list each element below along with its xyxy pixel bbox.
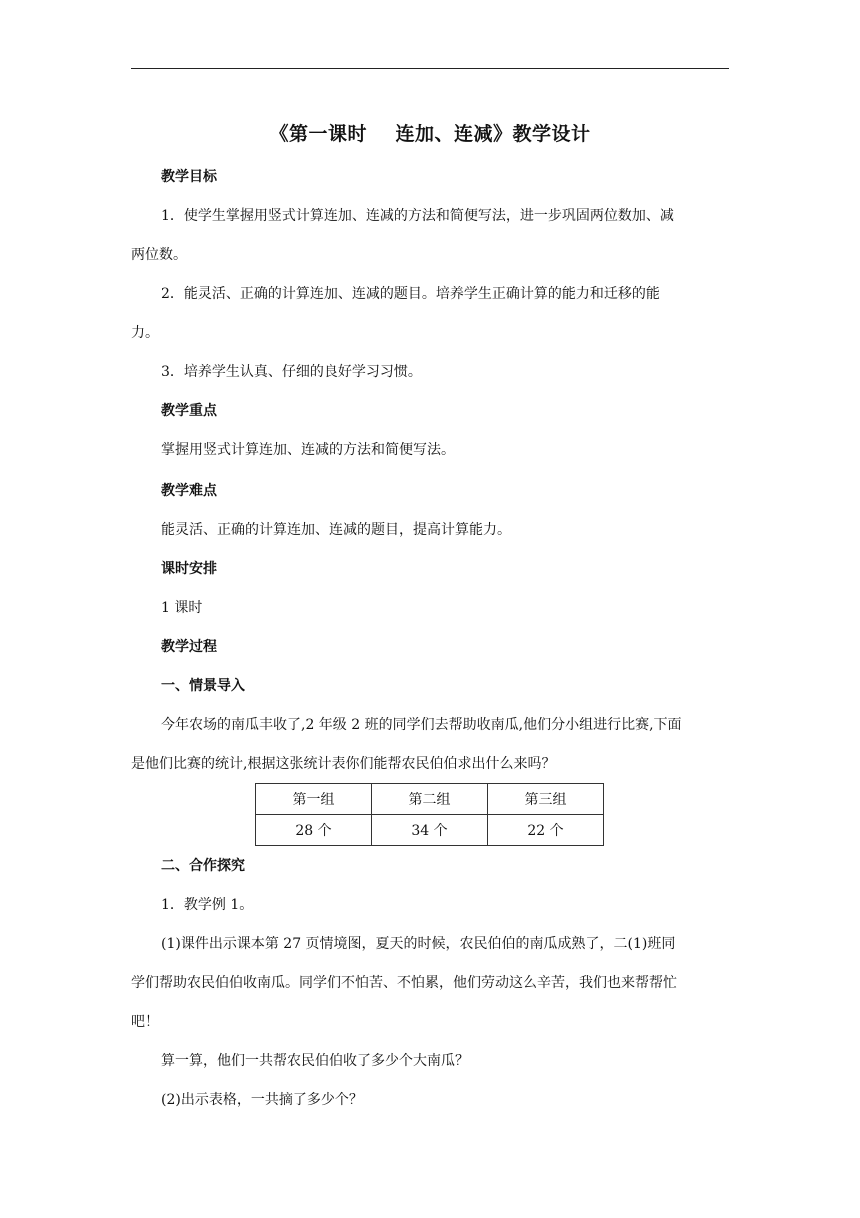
process-heading: 教学过程 (161, 639, 217, 655)
goal-2-line-2: 力。 (131, 325, 159, 341)
schedule-heading: 课时安排 (161, 561, 217, 577)
table-cell: 28 个 (256, 815, 372, 846)
goal-2-line-1: 2．能灵活、正确的计算连加、连减的题目。培养学生正确计算的能力和迁移的能 (161, 286, 660, 302)
part-1-heading: 一、情景导入 (161, 678, 245, 694)
table-header-cell: 第一组 (256, 784, 372, 815)
part-2-item-1: 1．教学例 1。 (161, 897, 254, 913)
table-header-row (256, 784, 604, 815)
goal-1-line-1: 1．使学生掌握用竖式计算连加、连减的方法和简便写法，进一步巩固两位数加、减 (161, 208, 674, 224)
difficulty-heading: 教学难点 (161, 483, 217, 499)
table-header-cell: 第二组 (372, 784, 488, 815)
statistics-table (255, 783, 604, 846)
key-points-text: 掌握用竖式计算连加、连减的方法和简便写法。 (161, 442, 455, 458)
table-cell: 34 个 (372, 815, 488, 846)
table-cell: 22 个 (488, 815, 604, 846)
part-2-para-3: (2)出示表格，一共摘了多少个？ (161, 1092, 363, 1108)
part-1-line-1: 今年农场的南瓜丰收了,2 年级 2 班的同学们去帮助收南瓜,他们分小组进行比赛,下面 (161, 717, 682, 733)
part-2-heading: 二、合作探究 (161, 858, 245, 874)
goals-heading: 教学目标 (161, 169, 217, 185)
schedule-text: 1 课时 (161, 600, 203, 616)
table-row (256, 815, 604, 846)
difficulty-text: 能灵活、正确的计算连加、连减的题目，提高计算能力。 (161, 522, 511, 538)
part-2-para-1-line-1: (1)课件出示课本第 27 页情境图，夏天的时候，农民伯伯的南瓜成熟了，二(1)班同 (161, 936, 676, 952)
document-title: 《第一课时 连加、连减》教学设计 (269, 123, 591, 145)
part-2-para-1-line-2: 学们帮助农民伯伯收南瓜。同学们不怕苦、不怕累，他们劳动这么辛苦，我们也来帮帮忙 (131, 975, 677, 991)
table-header-cell: 第三组 (488, 784, 604, 815)
key-points-heading: 教学重点 (161, 403, 217, 419)
goal-1-line-2: 两位数。 (131, 247, 187, 263)
goal-3: 3．培养学生认真、仔细的良好学习习惯。 (161, 364, 422, 380)
header-rule (131, 68, 729, 69)
part-2-para-1-line-3: 吧！ (131, 1014, 159, 1030)
part-1-line-2: 是他们比赛的统计,根据这张统计表你们能帮农民伯伯求出什么来吗？ (131, 756, 556, 772)
part-2-para-2: 算一算，他们一共帮农民伯伯收了多少个大南瓜？ (161, 1053, 469, 1069)
